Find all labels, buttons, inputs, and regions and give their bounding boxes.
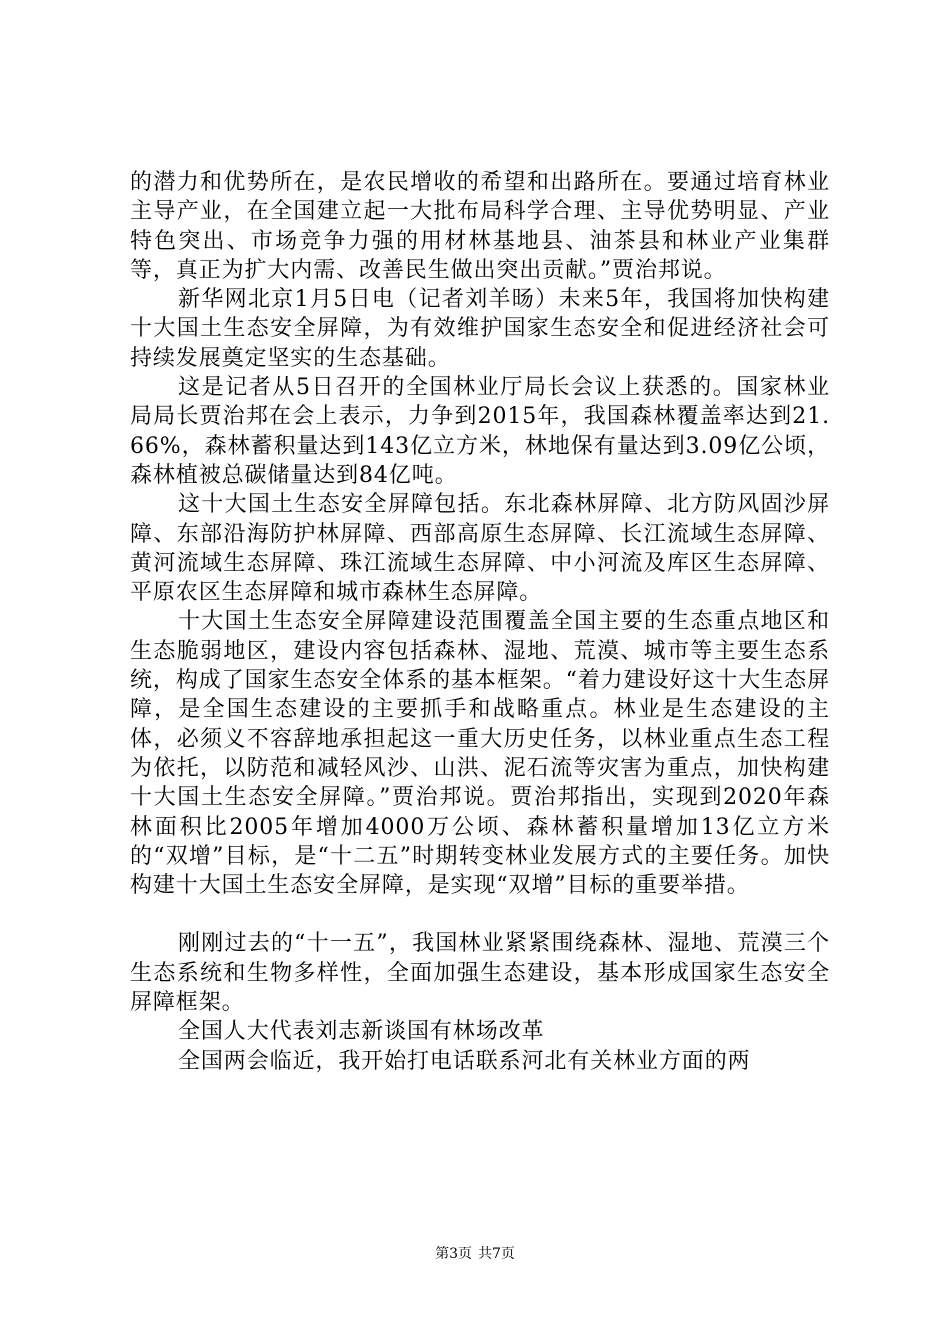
paragraph-4: 这十大国土生态安全屏障包括。东北森林屏障、北方防风固沙屏障、东部沿海防护林屏障、西部高原生态屏障、长江流域生态屏障、黄河流域生态屏障、珠江流域生态屏障、中小河流及库区生态屏障、平原农区生态屏障和城市森林生态屏障。 xyxy=(130,492,830,606)
body-text xyxy=(130,168,830,1076)
page-total: 共7页 xyxy=(478,1246,515,1262)
paragraph-3: 这是记者从5日召开的全国林业厅局长会议上获悉的。国家林业局局长贾治邦在会上表示，力争到2015年，我国森林覆盖率达到21.66%，森林蓄积量达到143亿立方米，林地保有量达到3.09亿公顷，森林植被总碳储量达到84亿吨。 xyxy=(130,375,830,488)
paragraph-1: 的潜力和优势所在，是农民增收的希望和出路所在。要通过培育林业主导产业，在全国建立起一大批布局科学合理、主导优势明显、产业特色突出、市场竞争力强的用材林基地县、油茶县和林业产业集群等，真正为扩大内需、改善民生做出突出贡献。”贾治邦说。 xyxy=(130,170,830,283)
section-heading: 全国人大代表刘志新谈国有林场改革 xyxy=(178,1019,545,1045)
page-footer xyxy=(0,1245,950,1263)
paragraph-7: 全国两会临近，我开始打电话联系河北有关林业方面的两 xyxy=(178,1048,751,1074)
paragraph-5: 十大国土生态安全屏障建设范围覆盖全国主要的生态重点地区和生态脆弱地区，建设内容包括森林、湿地、荒漠、城市等主要生态系统，构成了国家生态安全体系的基本框架。“着力建设好这十大生态屏障，是全国生态建设的主要抓手和战略重点。林业是生态建设的主体，必须义不容辞地承担起这一重大历史任务，以林业重点生态工程为依托，以防范和减轻风沙、山洪、泥石流等灾害为重点，加快构建十大国土生态安全屏障。”贾治邦说。贾治邦指出，实现到2020年森林面积比2005年增加4000万公顷、森林蓄积量增加13亿立方米的“双增”目标，是“十二五”时期转变林业发展方式的主要任务。加快构建十大国土生态安全屏障，是实现“双增”目标的重要举措。 xyxy=(130,609,830,899)
page-number: 第3页 xyxy=(435,1246,472,1262)
paragraph-2: 新华网北京1月5日电（记者刘羊旸）未来5年，我国将加快构建十大国土生态安全屏障，为有效维护国家生态安全和促进经济社会可持续发展奠定坚实的生态基础。 xyxy=(130,287,830,371)
paragraph-6: 刚刚过去的“十一五”，我国林业紧紧围绕森林、湿地、荒漠三个生态系统和生物多样性，全面加强生态建设，基本形成国家生态安全屏障框架。 xyxy=(130,931,830,1016)
